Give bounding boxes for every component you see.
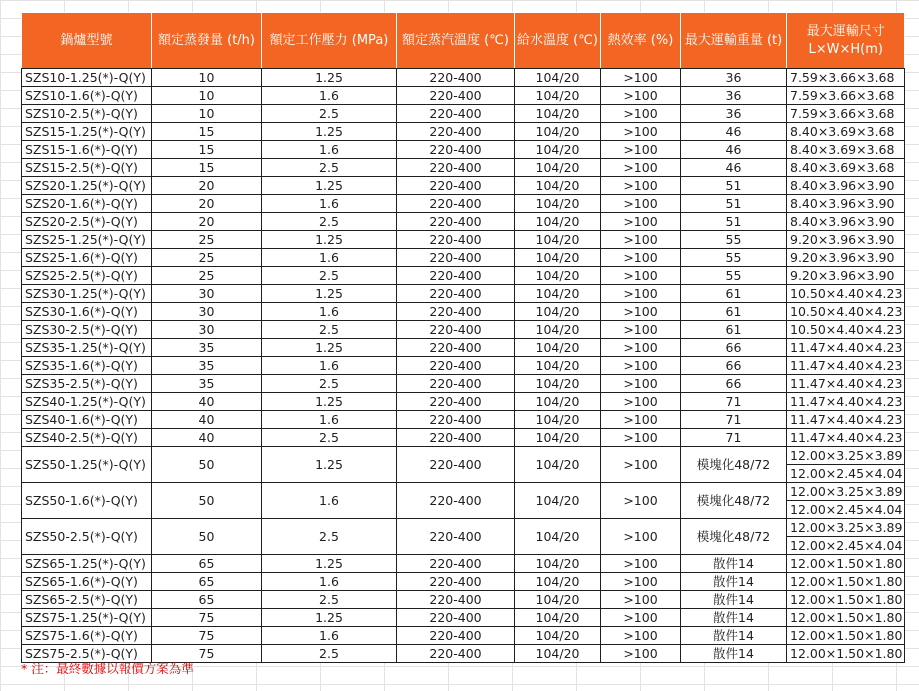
table-row [22,411,905,429]
cell-evaporation[interactable]: 40 [152,393,262,411]
header-steam-temp[interactable]: 額定蒸汽溫度 (℃) [397,13,515,69]
cell-model[interactable]: SZS40-2.5(*)-Q(Y) [22,429,152,447]
cell-efficiency[interactable]: >100 [601,69,681,87]
cell-feedwater-temp[interactable]: 104/20 [515,213,601,231]
cell-transport-weight[interactable]: 51 [681,213,787,231]
cell-evaporation[interactable]: 10 [152,105,262,123]
cell-efficiency[interactable]: >100 [601,303,681,321]
cell-efficiency[interactable]: >100 [601,429,681,447]
cell-steam-temp[interactable]: 220-400 [397,141,515,159]
cell-efficiency[interactable]: >100 [601,105,681,123]
cell-model[interactable]: SZS50-1.25(*)-Q(Y) [22,447,152,483]
cell-model[interactable]: SZS40-1.25(*)-Q(Y) [22,393,152,411]
cell-model[interactable]: SZS25-1.6(*)-Q(Y) [22,249,152,267]
cell-pressure[interactable]: 1.6 [262,483,397,519]
cell-evaporation[interactable]: 65 [152,573,262,591]
cell-transport-weight[interactable]: 46 [681,123,787,141]
cell-feedwater-temp[interactable]: 104/20 [515,303,601,321]
cell-efficiency[interactable]: >100 [601,195,681,213]
table-row [22,429,905,447]
cell-transport-size[interactable]: 8.40×3.96×3.90 [787,195,905,213]
cell-pressure[interactable]: 1.6 [262,195,397,213]
cell-steam-temp[interactable]: 220-400 [397,213,515,231]
cell-evaporation[interactable]: 15 [152,159,262,177]
cell-steam-temp[interactable]: 220-400 [397,393,515,411]
cell-feedwater-temp[interactable]: 104/20 [515,573,601,591]
cell-feedwater-temp[interactable]: 104/20 [515,411,601,429]
cell-pressure[interactable]: 2.5 [262,375,397,393]
cell-steam-temp[interactable]: 220-400 [397,321,515,339]
cell-evaporation[interactable]: 75 [152,627,262,645]
cell-transport-size[interactable]: 12.00×3.25×3.89 [787,447,905,465]
cell-evaporation[interactable]: 75 [152,609,262,627]
cell-steam-temp[interactable]: 220-400 [397,357,515,375]
cell-evaporation[interactable]: 50 [152,519,262,555]
cell-efficiency[interactable]: >100 [601,321,681,339]
cell-evaporation[interactable]: 10 [152,87,262,105]
cell-transport-weight[interactable]: 模塊化48/72 [681,447,787,483]
cell-steam-temp[interactable]: 220-400 [397,609,515,627]
cell-model[interactable]: SZS25-1.25(*)-Q(Y) [22,231,152,249]
cell-feedwater-temp[interactable]: 104/20 [515,375,601,393]
cell-transport-size[interactable]: 8.40×3.96×3.90 [787,213,905,231]
cell-efficiency[interactable]: >100 [601,123,681,141]
cell-efficiency[interactable]: >100 [601,249,681,267]
cell-transport-size[interactable]: 9.20×3.96×3.90 [787,231,905,249]
cell-transport-size[interactable]: 12.00×1.50×1.80 [787,555,905,573]
cell-steam-temp[interactable]: 220-400 [397,645,515,663]
cell-transport-size[interactable]: 12.00×3.25×3.89 [787,519,905,537]
cell-feedwater-temp[interactable]: 104/20 [515,357,601,375]
cell-feedwater-temp[interactable]: 104/20 [515,519,601,555]
cell-steam-temp[interactable]: 220-400 [397,375,515,393]
cell-transport-weight[interactable]: 模塊化48/72 [681,483,787,519]
table-row [22,483,905,501]
cell-evaporation[interactable]: 40 [152,429,262,447]
cell-transport-weight[interactable]: 46 [681,141,787,159]
cell-feedwater-temp[interactable]: 104/20 [515,141,601,159]
cell-model[interactable]: SZS30-2.5(*)-Q(Y) [22,321,152,339]
cell-model[interactable]: SZS75-1.25(*)-Q(Y) [22,609,152,627]
cell-transport-weight[interactable]: 36 [681,87,787,105]
cell-evaporation[interactable]: 65 [152,555,262,573]
cell-pressure[interactable]: 1.6 [262,411,397,429]
cell-steam-temp[interactable]: 220-400 [397,483,515,519]
cell-efficiency[interactable]: >100 [601,555,681,573]
cell-pressure[interactable]: 1.6 [262,249,397,267]
cell-efficiency[interactable]: >100 [601,213,681,231]
header-pressure[interactable]: 額定工作壓力 (MPa) [262,13,397,69]
cell-transport-size[interactable]: 12.00×2.45×4.04 [787,537,905,555]
cell-pressure[interactable]: 1.25 [262,339,397,357]
cell-model[interactable]: SZS75-1.6(*)-Q(Y) [22,627,152,645]
cell-feedwater-temp[interactable]: 104/20 [515,267,601,285]
cell-transport-weight[interactable]: 散件14 [681,609,787,627]
cell-steam-temp[interactable]: 220-400 [397,159,515,177]
cell-transport-weight[interactable]: 散件14 [681,555,787,573]
cell-evaporation[interactable]: 25 [152,267,262,285]
cell-evaporation[interactable]: 50 [152,447,262,483]
cell-pressure[interactable]: 1.6 [262,357,397,375]
cell-efficiency[interactable]: >100 [601,357,681,375]
cell-model[interactable]: SZS10-2.5(*)-Q(Y) [22,105,152,123]
cell-model[interactable]: SZS75-2.5(*)-Q(Y) [22,645,152,663]
cell-transport-size[interactable]: 7.59×3.66×3.68 [787,87,905,105]
cell-feedwater-temp[interactable]: 104/20 [515,177,601,195]
cell-evaporation[interactable]: 35 [152,357,262,375]
cell-pressure[interactable]: 1.6 [262,87,397,105]
cell-steam-temp[interactable]: 220-400 [397,555,515,573]
cell-feedwater-temp[interactable]: 104/20 [515,87,601,105]
cell-transport-weight[interactable]: 散件14 [681,627,787,645]
cell-pressure[interactable]: 2.5 [262,591,397,609]
cell-efficiency[interactable]: >100 [601,375,681,393]
cell-transport-size[interactable]: 12.00×1.50×1.80 [787,573,905,591]
header-model[interactable]: 鍋爐型號 [22,13,152,69]
cell-efficiency[interactable]: >100 [601,573,681,591]
cell-transport-weight[interactable]: 36 [681,105,787,123]
cell-feedwater-temp[interactable]: 104/20 [515,447,601,483]
cell-transport-weight[interactable]: 71 [681,429,787,447]
table-row [22,141,905,159]
cell-steam-temp[interactable]: 220-400 [397,105,515,123]
cell-feedwater-temp[interactable]: 104/20 [515,69,601,87]
cell-pressure[interactable]: 1.25 [262,123,397,141]
cell-steam-temp[interactable]: 220-400 [397,69,515,87]
header-transport-size[interactable]: 最大運輸尺寸 L×W×H(m) [787,13,905,69]
cell-efficiency[interactable]: >100 [601,87,681,105]
cell-pressure[interactable]: 2.5 [262,645,397,663]
cell-model[interactable]: SZS65-2.5(*)-Q(Y) [22,591,152,609]
cell-efficiency[interactable]: >100 [601,519,681,555]
cell-steam-temp[interactable]: 220-400 [397,429,515,447]
cell-transport-weight[interactable]: 66 [681,357,787,375]
table-row [22,69,905,87]
cell-efficiency[interactable]: >100 [601,483,681,519]
cell-evaporation[interactable]: 30 [152,285,262,303]
cell-steam-temp[interactable]: 220-400 [397,195,515,213]
cell-feedwater-temp[interactable]: 104/20 [515,555,601,573]
table-row [22,627,905,645]
cell-transport-weight[interactable]: 51 [681,177,787,195]
cell-transport-weight[interactable]: 71 [681,393,787,411]
table-header [22,13,905,69]
cell-steam-temp[interactable]: 220-400 [397,411,515,429]
cell-steam-temp[interactable]: 220-400 [397,123,515,141]
cell-model[interactable]: SZS30-1.25(*)-Q(Y) [22,285,152,303]
cell-feedwater-temp[interactable]: 104/20 [515,609,601,627]
cell-pressure[interactable]: 1.25 [262,285,397,303]
cell-efficiency[interactable]: >100 [601,231,681,249]
cell-feedwater-temp[interactable]: 104/20 [515,285,601,303]
cell-model[interactable]: SZS50-1.6(*)-Q(Y) [22,483,152,519]
cell-model[interactable]: SZS20-2.5(*)-Q(Y) [22,213,152,231]
cell-transport-weight[interactable]: 散件14 [681,645,787,663]
cell-transport-weight[interactable]: 71 [681,411,787,429]
cell-pressure[interactable]: 1.6 [262,627,397,645]
cell-model[interactable]: SZS25-2.5(*)-Q(Y) [22,267,152,285]
cell-evaporation[interactable]: 20 [152,177,262,195]
cell-feedwater-temp[interactable]: 104/20 [515,159,601,177]
cell-transport-size[interactable]: 12.00×1.50×1.80 [787,645,905,663]
cell-transport-size[interactable]: 8.40×3.96×3.90 [787,177,905,195]
cell-steam-temp[interactable]: 220-400 [397,249,515,267]
cell-pressure[interactable]: 2.5 [262,105,397,123]
cell-transport-size[interactable]: 9.20×3.96×3.90 [787,249,905,267]
cell-efficiency[interactable]: >100 [601,393,681,411]
table-row [22,357,905,375]
table-row [22,609,905,627]
cell-steam-temp[interactable]: 220-400 [397,231,515,249]
cell-transport-size[interactable]: 9.20×3.96×3.90 [787,267,905,285]
cell-pressure[interactable]: 2.5 [262,213,397,231]
cell-transport-weight[interactable]: 51 [681,195,787,213]
footnote: * 注：最終數據以報價方案為準 [21,661,194,676]
cell-transport-weight[interactable]: 模塊化48/72 [681,519,787,555]
cell-transport-size[interactable]: 11.47×4.40×4.23 [787,375,905,393]
cell-feedwater-temp[interactable]: 104/20 [515,429,601,447]
table-row [22,177,905,195]
table-row [22,555,905,573]
cell-efficiency[interactable]: >100 [601,339,681,357]
cell-pressure[interactable]: 1.25 [262,609,397,627]
cell-pressure[interactable]: 1.25 [262,447,397,483]
table-row [22,159,905,177]
cell-evaporation[interactable]: 40 [152,411,262,429]
cell-pressure[interactable]: 1.25 [262,231,397,249]
cell-transport-size[interactable]: 10.50×4.40×4.23 [787,321,905,339]
cell-model[interactable]: SZS15-1.25(*)-Q(Y) [22,123,152,141]
cell-feedwater-temp[interactable]: 104/20 [515,339,601,357]
cell-transport-size[interactable]: 11.47×4.40×4.23 [787,357,905,375]
cell-model[interactable]: SZS65-1.25(*)-Q(Y) [22,555,152,573]
cell-transport-size[interactable]: 7.59×3.66×3.68 [787,69,905,87]
cell-transport-size[interactable]: 10.50×4.40×4.23 [787,303,905,321]
cell-transport-size[interactable]: 11.47×4.40×4.23 [787,429,905,447]
table-row [22,231,905,249]
cell-transport-size[interactable]: 8.40×3.69×3.68 [787,159,905,177]
cell-transport-size[interactable]: 12.00×2.45×4.04 [787,501,905,519]
cell-pressure[interactable]: 2.5 [262,321,397,339]
cell-transport-size[interactable]: 7.59×3.66×3.68 [787,105,905,123]
cell-transport-size[interactable]: 8.40×3.69×3.68 [787,141,905,159]
cell-efficiency[interactable]: >100 [601,411,681,429]
cell-feedwater-temp[interactable]: 104/20 [515,105,601,123]
cell-pressure[interactable]: 2.5 [262,267,397,285]
table-row [22,87,905,105]
cell-steam-temp[interactable]: 220-400 [397,177,515,195]
cell-efficiency[interactable]: >100 [601,447,681,483]
cell-evaporation[interactable]: 30 [152,303,262,321]
cell-steam-temp[interactable]: 220-400 [397,303,515,321]
cell-evaporation[interactable]: 35 [152,339,262,357]
header-evaporation[interactable]: 額定蒸發量 (t/h) [152,13,262,69]
cell-transport-size[interactable]: 11.47×4.40×4.23 [787,411,905,429]
table-row [22,195,905,213]
cell-evaporation[interactable]: 30 [152,321,262,339]
cell-pressure[interactable]: 1.6 [262,303,397,321]
cell-efficiency[interactable]: >100 [601,159,681,177]
cell-model[interactable]: SZS65-1.6(*)-Q(Y) [22,573,152,591]
table-row [22,249,905,267]
cell-transport-weight[interactable]: 55 [681,267,787,285]
cell-evaporation[interactable]: 20 [152,213,262,231]
cell-feedwater-temp[interactable]: 104/20 [515,321,601,339]
header-efficiency[interactable]: 熱效率 (%) [601,13,681,69]
cell-pressure[interactable]: 1.6 [262,573,397,591]
cell-feedwater-temp[interactable]: 104/20 [515,231,601,249]
cell-feedwater-temp[interactable]: 104/20 [515,627,601,645]
cell-steam-temp[interactable]: 220-400 [397,627,515,645]
boiler-spec-table [21,12,905,663]
cell-transport-weight[interactable]: 61 [681,303,787,321]
cell-efficiency[interactable]: >100 [601,645,681,663]
cell-model[interactable]: SZS35-1.25(*)-Q(Y) [22,339,152,357]
cell-evaporation[interactable]: 25 [152,249,262,267]
table-row [22,285,905,303]
cell-transport-size[interactable]: 12.00×1.50×1.80 [787,627,905,645]
cell-feedwater-temp[interactable]: 104/20 [515,645,601,663]
cell-steam-temp[interactable]: 220-400 [397,267,515,285]
cell-efficiency[interactable]: >100 [601,267,681,285]
cell-evaporation[interactable]: 15 [152,123,262,141]
cell-evaporation[interactable]: 10 [152,69,262,87]
cell-transport-weight[interactable]: 61 [681,285,787,303]
cell-steam-temp[interactable]: 220-400 [397,573,515,591]
cell-evaporation[interactable]: 50 [152,483,262,519]
cell-model[interactable]: SZS10-1.25(*)-Q(Y) [22,69,152,87]
cell-transport-size[interactable]: 12.00×2.45×4.04 [787,465,905,483]
cell-model[interactable]: SZS15-2.5(*)-Q(Y) [22,159,152,177]
cell-steam-temp[interactable]: 220-400 [397,87,515,105]
cell-transport-weight[interactable]: 66 [681,375,787,393]
table-row [22,591,905,609]
cell-pressure[interactable]: 2.5 [262,429,397,447]
cell-feedwater-temp[interactable]: 104/20 [515,483,601,519]
cell-transport-weight[interactable]: 36 [681,69,787,87]
cell-transport-weight[interactable]: 66 [681,339,787,357]
cell-steam-temp[interactable]: 220-400 [397,339,515,357]
cell-transport-weight[interactable]: 55 [681,249,787,267]
cell-model[interactable]: SZS30-1.6(*)-Q(Y) [22,303,152,321]
cell-transport-size[interactable]: 8.40×3.69×3.68 [787,123,905,141]
cell-transport-weight[interactable]: 55 [681,231,787,249]
cell-transport-weight[interactable]: 散件14 [681,591,787,609]
header-transport-weight[interactable]: 最大運輸重量 (t) [681,13,787,69]
cell-transport-size[interactable]: 12.00×1.50×1.80 [787,609,905,627]
cell-efficiency[interactable]: >100 [601,627,681,645]
cell-pressure[interactable]: 2.5 [262,159,397,177]
cell-evaporation[interactable]: 35 [152,375,262,393]
cell-efficiency[interactable]: >100 [601,285,681,303]
cell-transport-size[interactable]: 12.00×3.25×3.89 [787,483,905,501]
cell-feedwater-temp[interactable]: 104/20 [515,591,601,609]
cell-steam-temp[interactable]: 220-400 [397,285,515,303]
cell-model[interactable]: SZS35-2.5(*)-Q(Y) [22,375,152,393]
cell-steam-temp[interactable]: 220-400 [397,591,515,609]
cell-pressure[interactable]: 1.25 [262,69,397,87]
cell-feedwater-temp[interactable]: 104/20 [515,393,601,411]
cell-model[interactable]: SZS50-2.5(*)-Q(Y) [22,519,152,555]
cell-transport-size[interactable]: 11.47×4.40×4.23 [787,393,905,411]
table-row [22,105,905,123]
table-row [22,321,905,339]
cell-model[interactable]: SZS35-1.6(*)-Q(Y) [22,357,152,375]
table-row [22,213,905,231]
table-row [22,519,905,537]
cell-model[interactable]: SZS10-1.6(*)-Q(Y) [22,87,152,105]
table-row [22,267,905,285]
cell-pressure[interactable]: 1.25 [262,177,397,195]
table-row [22,303,905,321]
table-body [22,69,905,663]
cell-transport-weight[interactable]: 散件14 [681,573,787,591]
table-row [22,375,905,393]
cell-model[interactable]: SZS20-1.25(*)-Q(Y) [22,177,152,195]
table-row [22,447,905,465]
cell-efficiency[interactable]: >100 [601,609,681,627]
cell-efficiency[interactable]: >100 [601,177,681,195]
table-row [22,573,905,591]
cell-steam-temp[interactable]: 220-400 [397,519,515,555]
header-row [22,13,905,69]
header-feedwater-temp[interactable]: 給水溫度 (℃) [515,13,601,69]
table-row [22,393,905,411]
cell-evaporation[interactable]: 65 [152,591,262,609]
cell-transport-size[interactable]: 10.50×4.40×4.23 [787,285,905,303]
cell-feedwater-temp[interactable]: 104/20 [515,249,601,267]
table-row [22,123,905,141]
cell-feedwater-temp[interactable]: 104/20 [515,123,601,141]
cell-pressure[interactable]: 1.25 [262,555,397,573]
cell-steam-temp[interactable]: 220-400 [397,447,515,483]
cell-evaporation[interactable]: 20 [152,195,262,213]
cell-model[interactable]: SZS40-1.6(*)-Q(Y) [22,411,152,429]
cell-transport-weight[interactable]: 46 [681,159,787,177]
cell-pressure[interactable]: 1.25 [262,393,397,411]
cell-pressure[interactable]: 1.6 [262,141,397,159]
cell-transport-size[interactable]: 12.00×1.50×1.80 [787,591,905,609]
table-row [22,339,905,357]
cell-evaporation[interactable]: 75 [152,645,262,663]
cell-pressure[interactable]: 2.5 [262,519,397,555]
cell-feedwater-temp[interactable]: 104/20 [515,195,601,213]
cell-efficiency[interactable]: >100 [601,141,681,159]
cell-evaporation[interactable]: 15 [152,141,262,159]
cell-evaporation[interactable]: 25 [152,231,262,249]
cell-model[interactable]: SZS20-1.6(*)-Q(Y) [22,195,152,213]
cell-model[interactable]: SZS15-1.6(*)-Q(Y) [22,141,152,159]
cell-efficiency[interactable]: >100 [601,591,681,609]
cell-transport-weight[interactable]: 61 [681,321,787,339]
cell-transport-size[interactable]: 11.47×4.40×4.23 [787,339,905,357]
